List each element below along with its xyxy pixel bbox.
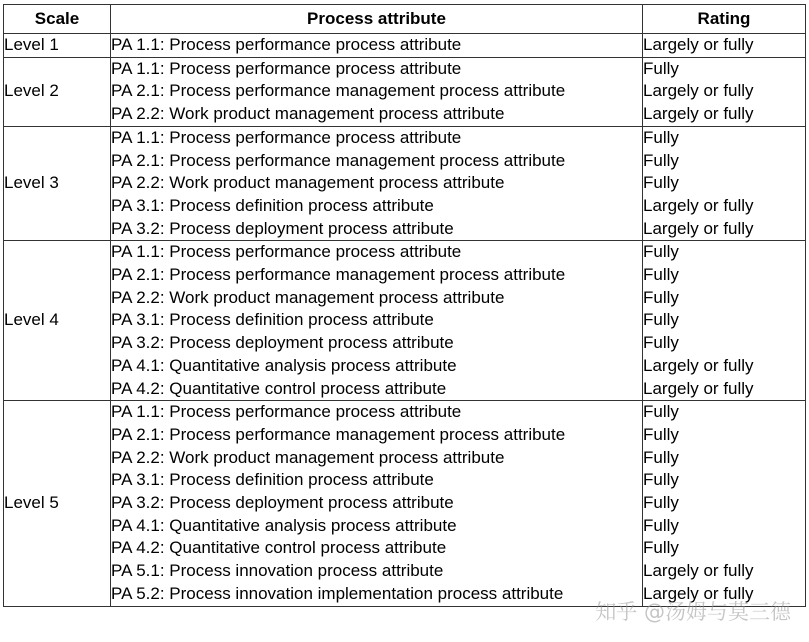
rating-line: Largely or fully bbox=[643, 81, 754, 101]
rating-cell bbox=[643, 401, 806, 606]
table-row bbox=[4, 241, 806, 401]
rating-line: Fully bbox=[643, 515, 679, 535]
process-attribute-line: PA 2.2: Work product management process attribute bbox=[111, 173, 505, 193]
process-attribute-line: PA 1.1: Process performance process attribute bbox=[111, 402, 462, 422]
rating-line: Fully bbox=[643, 424, 679, 444]
rating-line: Largely or fully bbox=[643, 378, 754, 398]
table-header-row bbox=[4, 5, 806, 34]
process-attribute-line: PA 1.1: Process performance process attribute bbox=[111, 242, 462, 262]
process-attribute-line: PA 1.1: Process performance process attribute bbox=[111, 58, 462, 78]
rating-line: Fully bbox=[643, 493, 679, 513]
process-capability-table bbox=[3, 4, 806, 607]
process-attribute-line: PA 2.2: Work product management process attribute bbox=[111, 104, 505, 124]
rating-cell bbox=[643, 34, 806, 58]
rating-line: Largely or fully bbox=[643, 104, 754, 124]
rating-cell bbox=[643, 57, 806, 126]
rating-cell bbox=[643, 241, 806, 401]
rating-line: Largely or fully bbox=[643, 218, 754, 238]
scale-cell: Level 4 bbox=[4, 241, 111, 401]
process-attribute-line: PA 3.2: Process deployment process attribute bbox=[111, 218, 454, 238]
scale-cell: Level 3 bbox=[4, 126, 111, 241]
process-attribute-cell bbox=[111, 401, 643, 606]
process-attribute-line: PA 5.2: Process innovation implementation process attribute bbox=[111, 583, 564, 603]
rating-line: Fully bbox=[643, 58, 679, 78]
process-attribute-line: PA 2.2: Work product management process attribute bbox=[111, 447, 505, 467]
rating-line: Fully bbox=[643, 242, 679, 262]
rating-line: Fully bbox=[643, 287, 679, 307]
process-attribute-cell bbox=[111, 34, 643, 58]
rating-line: Largely or fully bbox=[643, 561, 754, 581]
scale-cell: Level 2 bbox=[4, 57, 111, 126]
rating-line: Fully bbox=[643, 173, 679, 193]
rating-line: Fully bbox=[643, 265, 679, 285]
rating-line: Largely or fully bbox=[643, 195, 754, 215]
process-attribute-line: PA 1.1: Process performance process attribute bbox=[111, 127, 462, 147]
rating-line: Fully bbox=[643, 402, 679, 422]
process-attribute-line: PA 4.2: Quantitative control process attribute bbox=[111, 538, 447, 558]
rating-line: Fully bbox=[643, 310, 679, 330]
process-attribute-line: PA 2.1: Process performance management process attribute bbox=[111, 150, 566, 170]
rating-line: Fully bbox=[643, 150, 679, 170]
process-attribute-cell bbox=[111, 241, 643, 401]
table-row bbox=[4, 401, 806, 606]
rating-line: Largely or fully bbox=[643, 35, 754, 54]
process-attribute-cell bbox=[111, 57, 643, 126]
process-attribute-line: PA 4.2: Quantitative control process attribute bbox=[111, 378, 447, 398]
process-attribute-line: PA 2.1: Process performance management process attribute bbox=[111, 265, 566, 285]
process-attribute-line: PA 4.1: Quantitative analysis process attribute bbox=[111, 355, 457, 375]
process-attribute-line: PA 3.1: Process definition process attribute bbox=[111, 310, 434, 330]
rating-line: Fully bbox=[643, 447, 679, 467]
process-attribute-line: PA 1.1: Process performance process attribute bbox=[111, 35, 462, 54]
scale-cell: Level 1 bbox=[4, 34, 111, 58]
rating-line: Fully bbox=[643, 538, 679, 558]
process-attribute-line: PA 2.2: Work product management process attribute bbox=[111, 287, 505, 307]
rating-column-header: Rating bbox=[643, 5, 806, 34]
watermark-text: 知乎 @汤姆与莫三德 bbox=[595, 600, 791, 624]
table-row bbox=[4, 57, 806, 126]
rating-line: Fully bbox=[643, 470, 679, 490]
rating-line: Fully bbox=[643, 127, 679, 147]
process-attribute-line: PA 2.1: Process performance management process attribute bbox=[111, 424, 566, 444]
process-attribute-line: PA 3.2: Process deployment process attribute bbox=[111, 333, 454, 353]
process-attribute-line: PA 3.1: Process definition process attribute bbox=[111, 195, 434, 215]
process-attribute-line: PA 4.1: Quantitative analysis process attribute bbox=[111, 515, 457, 535]
process-attribute-cell bbox=[111, 126, 643, 241]
rating-line: Largely or fully bbox=[643, 355, 754, 375]
rating-cell bbox=[643, 126, 806, 241]
process-attribute-line: PA 3.1: Process definition process attribute bbox=[111, 470, 434, 490]
rating-line: Largely or fully bbox=[643, 583, 754, 603]
rating-line: Fully bbox=[643, 333, 679, 353]
table-body bbox=[4, 34, 806, 607]
scale-cell: Level 5 bbox=[4, 401, 111, 606]
table-row bbox=[4, 34, 806, 58]
process-attribute-line: PA 2.1: Process performance management process attribute bbox=[111, 81, 566, 101]
process-attribute-column-header: Process attribute bbox=[111, 5, 643, 34]
process-attribute-line: PA 5.1: Process innovation process attribute bbox=[111, 561, 444, 581]
scale-column-header: Scale bbox=[4, 5, 111, 34]
process-attribute-line: PA 3.2: Process deployment process attribute bbox=[111, 493, 454, 513]
table-row bbox=[4, 126, 806, 241]
